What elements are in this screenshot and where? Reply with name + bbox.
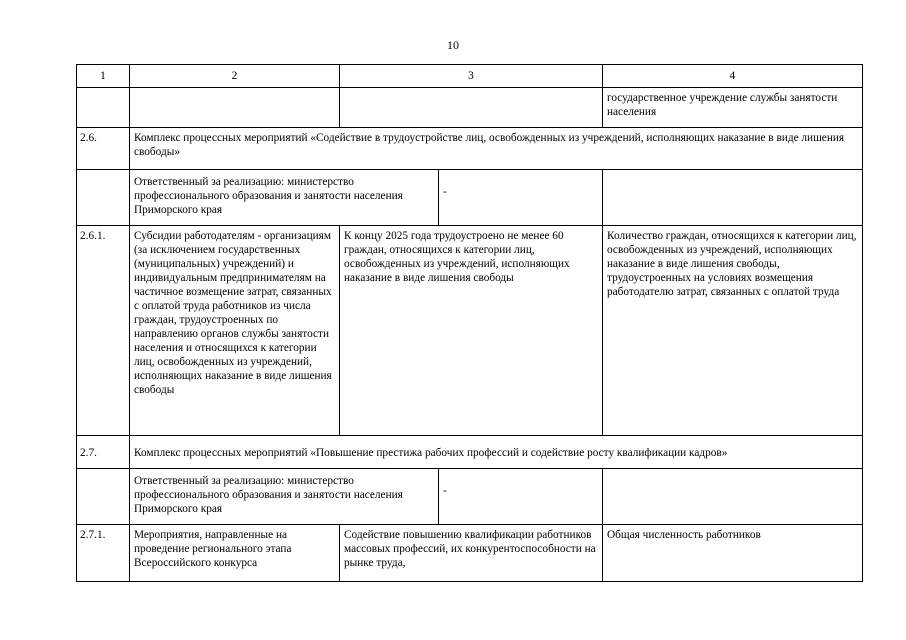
header-col-2: 2 <box>130 65 340 88</box>
continued-indicator: государственное учреждение службы занятости населения <box>603 88 863 128</box>
section-row-2-7 <box>77 436 863 469</box>
header-col-1: 1 <box>77 65 130 88</box>
section-title: Комплекс процессных мероприятий «Повышение престижа рабочих профессий и содействие росту квалификации кадров» <box>130 436 863 469</box>
cell-empty <box>77 469 130 525</box>
header-col-4: 4 <box>603 65 863 88</box>
result-cell: Содействие повышению квалификации работников массовых профессий, их конкурентоспособности на рынке труда, <box>340 525 603 582</box>
cell-empty <box>603 469 863 525</box>
indicator-cell: Количество граждан, относящихся к категории лиц, освобожденных из учреждений, исполняющих наказание в виде лишения свободы, трудоустроенных на условиях возмещения работодателю затрат, связанных с оплатой труда <box>603 226 863 436</box>
row-number: 2.6.1. <box>77 226 130 436</box>
responsible-cell <box>130 469 603 525</box>
responsible-dash: - <box>443 186 447 198</box>
task-cell: Мероприятия, направленные на проведение регионального этапа Всероссийского конкурса <box>130 525 340 582</box>
section-number: 2.6. <box>77 128 130 170</box>
cell-empty <box>130 88 340 128</box>
row-number: 2.7.1. <box>77 525 130 582</box>
table-row-continued <box>77 88 863 128</box>
cell-empty <box>77 88 130 128</box>
cell-empty <box>603 170 863 226</box>
task-cell: Субсидии работодателям - организациям (за исключением государственных (муниципальных) учреждений) и индивидуальным предпринимателям на частичное возмещение затрат, связанных с оплатой труда работников из числа граждан, трудоустроенных по направлению органов службы занятости населения и относящихся к категории лиц, освобожденных из учреждений, исполняющих наказание в виде лишения свободы <box>130 226 340 436</box>
responsible-row-2-7 <box>77 469 863 525</box>
section-row-2-6 <box>77 128 863 170</box>
responsible-cell <box>130 170 603 226</box>
table-header-row <box>77 65 863 88</box>
responsible-text: Ответственный за реализацию: министерство профессионального образования и занятости населения Приморского края <box>130 170 439 225</box>
responsible-dash: - <box>443 485 447 497</box>
measures-table <box>76 64 863 582</box>
section-number: 2.7. <box>77 436 130 469</box>
table-row-2-7-1 <box>77 525 863 582</box>
cell-empty <box>340 88 603 128</box>
page-number: 10 <box>447 38 459 52</box>
responsible-row-2-6 <box>77 170 863 226</box>
indicator-cell: Общая численность работников <box>603 525 863 582</box>
result-cell: К концу 2025 года трудоустроено не менее 60 граждан, относящихся к категории лиц, освобожденных из учреждений, исполняющих наказание в виде лишения свободы <box>340 226 603 436</box>
responsible-text: Ответственный за реализацию: министерство профессионального образования и занятости населения Приморского края <box>130 469 439 524</box>
header-col-3: 3 <box>340 65 603 88</box>
cell-empty <box>77 170 130 226</box>
section-title: Комплекс процессных мероприятий «Содействие в трудоустройстве лиц, освобожденных из учреждений, исполняющих наказание в виде лишения свободы» <box>130 128 863 170</box>
table-row-2-6-1 <box>77 226 863 436</box>
